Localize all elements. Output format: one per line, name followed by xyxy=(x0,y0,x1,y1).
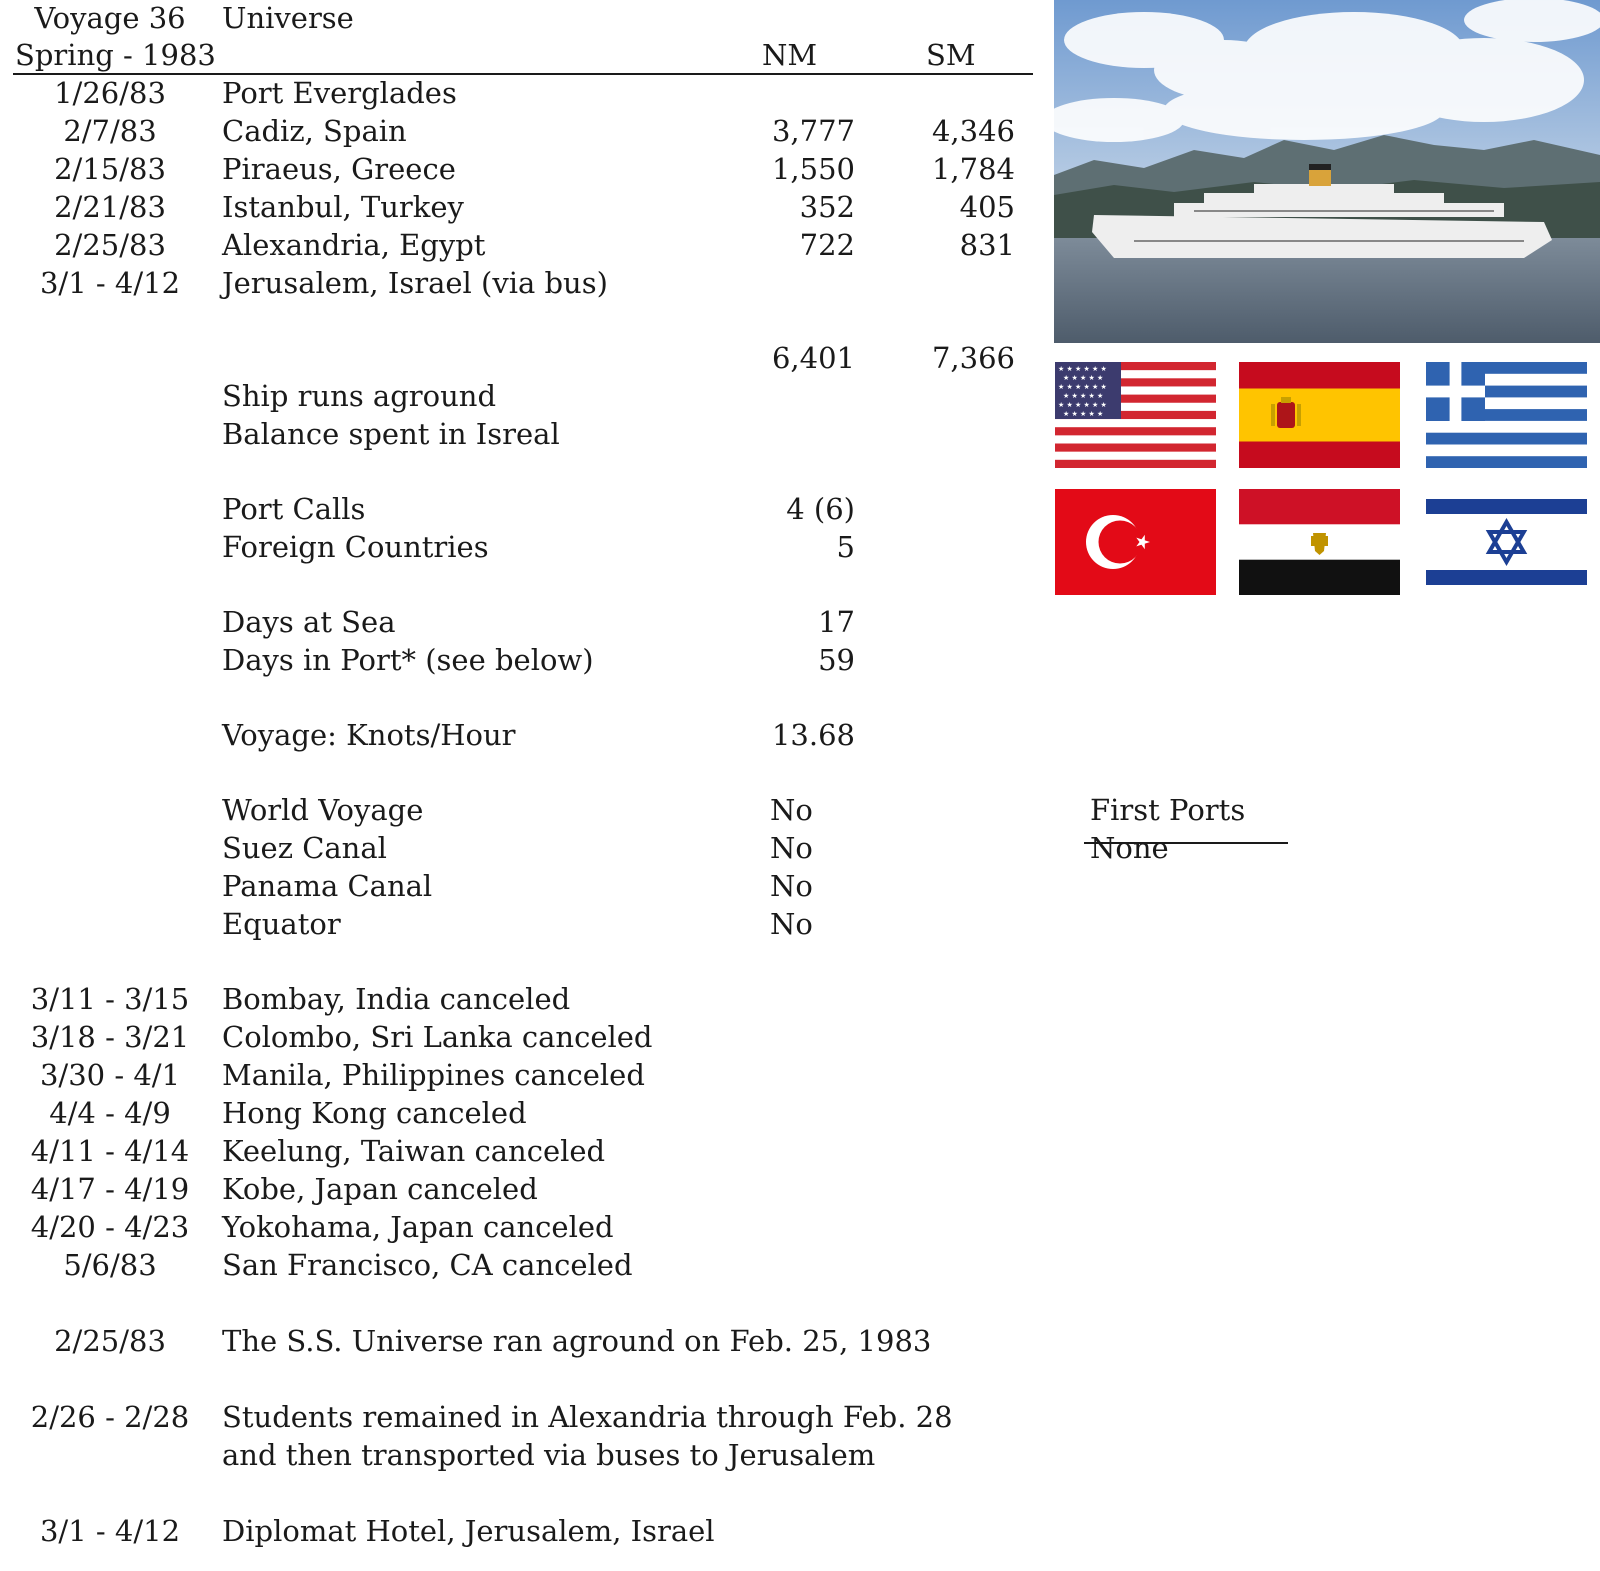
stat-label: Days in Port* (see below) xyxy=(222,643,594,677)
stat-label: Port Calls xyxy=(222,492,366,526)
itinerary-sm: 4,346 xyxy=(931,114,1015,148)
itinerary-date: 2/21/83 xyxy=(54,190,166,224)
israel-flag xyxy=(1426,489,1587,595)
canceled-date: 4/4 - 4/9 xyxy=(49,1096,171,1130)
itinerary-sm: 405 xyxy=(959,190,1015,224)
svg-text:★ ★ ★ ★ ★ ★: ★ ★ ★ ★ ★ ★ xyxy=(1058,383,1107,391)
itinerary-nm: 3,777 xyxy=(771,114,855,148)
itinerary-port: Alexandria, Egypt xyxy=(222,228,486,262)
canceled-port: San Francisco, CA canceled xyxy=(222,1248,633,1282)
canceled-date: 4/20 - 4/23 xyxy=(30,1210,190,1244)
itinerary-port: Port Everglades xyxy=(222,76,457,110)
itinerary-date: 2/15/83 xyxy=(54,152,166,186)
canceled-port: Bombay, India canceled xyxy=(222,982,571,1016)
svg-text:★ ★ ★ ★ ★: ★ ★ ★ ★ ★ xyxy=(1063,392,1104,400)
event-text: The S.S. Universe ran aground on Feb. 25, 1983 xyxy=(222,1324,932,1358)
info-value: No xyxy=(770,831,813,865)
event-date: 2/26 - 2/28 xyxy=(30,1400,190,1434)
turkey-flag xyxy=(1055,489,1216,595)
canceled-port: Yokohama, Japan canceled xyxy=(222,1210,614,1244)
event-date: 3/1 - 4/12 xyxy=(39,1514,181,1548)
svg-text:★ ★ ★ ★ ★: ★ ★ ★ ★ ★ xyxy=(1063,410,1104,418)
nm-column-header: NM xyxy=(762,38,818,72)
canceled-date: 5/6/83 xyxy=(63,1248,157,1282)
itinerary-port: Piraeus, Greece xyxy=(222,152,456,186)
greece-flag xyxy=(1426,362,1587,468)
canceled-date: 4/11 - 4/14 xyxy=(30,1134,190,1168)
info-label: World Voyage xyxy=(222,793,424,827)
stat-value: 59 xyxy=(818,643,855,677)
itinerary-nm: 1,550 xyxy=(771,152,855,186)
itinerary-date: 3/1 - 4/12 xyxy=(39,266,181,300)
info-label: Equator xyxy=(222,907,341,941)
stat-value: 17 xyxy=(818,605,855,639)
sm-column-header: SM xyxy=(926,38,976,72)
first-ports-value: None xyxy=(1090,831,1169,865)
voyage-number: Voyage 36 xyxy=(34,1,186,35)
info-value: No xyxy=(770,793,813,827)
canceled-date: 3/30 - 4/1 xyxy=(39,1058,181,1092)
first-ports-title: First Ports xyxy=(1090,793,1246,827)
stat-label: Days at Sea xyxy=(222,605,396,639)
itinerary-sm: 831 xyxy=(959,228,1015,262)
event-text: Diplomat Hotel, Jerusalem, Israel xyxy=(222,1514,715,1548)
stat-value: 5 xyxy=(836,530,855,564)
event-date: 2/25/83 xyxy=(54,1324,166,1358)
usa-flag xyxy=(1055,362,1216,468)
info-value: No xyxy=(770,907,813,941)
canceled-date: 3/18 - 3/21 xyxy=(30,1020,190,1054)
svg-text:★ ★ ★ ★ ★ ★: ★ ★ ★ ★ ★ ★ xyxy=(1058,365,1107,373)
info-label: Suez Canal xyxy=(222,831,387,865)
stat-value: 13.68 xyxy=(771,718,855,752)
itinerary-date: 2/7/83 xyxy=(63,114,157,148)
itinerary-port: Jerusalem, Israel (via bus) xyxy=(222,266,608,300)
info-value: No xyxy=(770,869,813,903)
total-sm: 7,366 xyxy=(931,341,1015,375)
ship-name: Universe xyxy=(222,1,354,35)
itinerary-port: Istanbul, Turkey xyxy=(222,190,464,224)
info-label: Panama Canal xyxy=(222,869,433,903)
ship-photo xyxy=(1054,0,1600,343)
total-nm: 6,401 xyxy=(771,341,855,375)
stat-label: Voyage: Knots/Hour xyxy=(222,718,516,752)
itinerary-date: 2/25/83 xyxy=(54,228,166,262)
canceled-date: 4/17 - 4/19 xyxy=(30,1172,190,1206)
note-line: Balance spent in Isreal xyxy=(222,417,560,451)
itinerary-port: Cadiz, Spain xyxy=(222,114,407,148)
svg-text:★ ★ ★ ★ ★: ★ ★ ★ ★ ★ xyxy=(1063,374,1104,382)
event-text: and then transported via buses to Jerusalem xyxy=(222,1438,876,1472)
itinerary-date: 1/26/83 xyxy=(54,76,166,110)
itinerary-nm: 722 xyxy=(799,228,855,262)
svg-text:★ ★ ★ ★ ★ ★: ★ ★ ★ ★ ★ ★ xyxy=(1058,401,1107,409)
stat-label: Foreign Countries xyxy=(222,530,489,564)
voyage-season: Spring - 1983 xyxy=(15,38,216,72)
note-line: Ship runs aground xyxy=(222,379,497,413)
canceled-port: Keelung, Taiwan canceled xyxy=(222,1134,606,1168)
canceled-port: Manila, Philippines canceled xyxy=(222,1058,645,1092)
stat-value: 4 (6) xyxy=(786,492,855,526)
canceled-port: Kobe, Japan canceled xyxy=(222,1172,538,1206)
event-text: Students remained in Alexandria through Feb. 28 xyxy=(222,1400,953,1434)
itinerary-sm: 1,784 xyxy=(931,152,1015,186)
canceled-port: Hong Kong canceled xyxy=(222,1096,527,1130)
itinerary-nm: 352 xyxy=(799,190,855,224)
canceled-port: Colombo, Sri Lanka canceled xyxy=(222,1020,653,1054)
egypt-flag xyxy=(1239,489,1400,595)
spain-flag xyxy=(1239,362,1400,468)
canceled-date: 3/11 - 3/15 xyxy=(30,982,190,1016)
